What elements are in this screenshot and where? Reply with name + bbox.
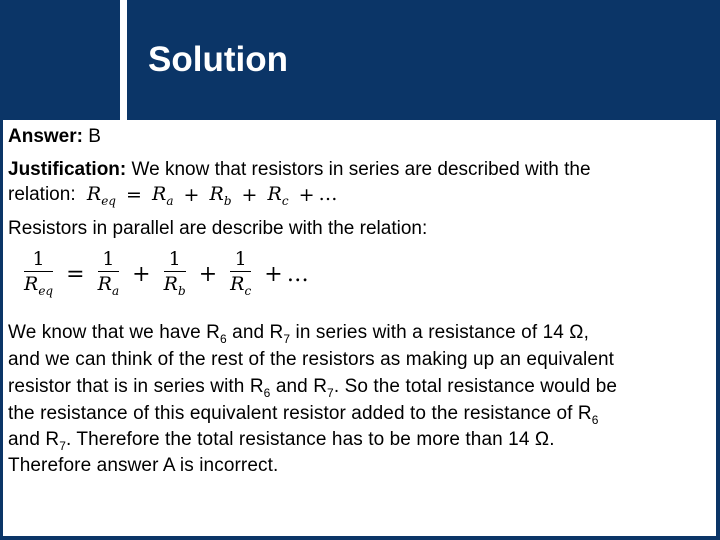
series-term-b: R — [209, 183, 224, 205]
relation-line — [8, 181, 338, 215]
series-equation: $R_{eq} = R_a + R_b + R_c$ + … — [86, 183, 338, 208]
series-lhs-sub: eq — [101, 193, 116, 208]
parallel-term-a: $\frac{1}{R_a}$ — [97, 248, 120, 298]
page-title: Solution — [148, 40, 288, 79]
relation-label: relation: — [8, 184, 76, 205]
justification-line — [8, 156, 591, 183]
series-term-a: R — [152, 183, 167, 205]
series-lhs: R — [86, 183, 102, 205]
answer-label: Answer: — [8, 126, 83, 147]
parallel-term-b-num: 1 — [164, 247, 186, 272]
answer-line — [8, 123, 101, 150]
header-left-band — [0, 0, 120, 120]
series-term-b-sub: b — [223, 193, 232, 208]
answer-value: B — [88, 126, 101, 147]
parallel-equation: $\frac{1}{R_{eq}}$ = $\frac{1}{R_a}$ + $\frac{1}{R_b}$ + $\frac{1}{R_c}$ + … — [21, 247, 313, 303]
paragraph-line-3: resistor that is in series with $R_6$ and $R_7$. So the total resistance would be — [8, 376, 618, 400]
parallel-term-c: $\frac{1}{R_c}$ — [230, 248, 252, 298]
header-divider — [120, 0, 127, 120]
justification-text: We know that resistors in series are described with the — [131, 159, 591, 180]
parallel-term-b-sub: b — [177, 283, 186, 298]
series-tail: … — [318, 183, 338, 205]
parallel-tail: … — [286, 262, 309, 288]
series-term-a-sub: a — [166, 193, 174, 208]
parallel-lhs-sub: eq — [38, 283, 54, 298]
series-term-c: R — [267, 183, 282, 205]
parallel-term-a-num: 1 — [98, 247, 119, 272]
paragraph-line-1: We know that we have $R_6$ and $R_7$ in series with a resistance of 14 Ω, — [8, 322, 589, 346]
parallel-lhs-num: 1 — [24, 247, 53, 272]
paragraph-line-6: Therefore answer A is incorrect. — [8, 455, 279, 476]
parallel-intro: Resistors in parallel are describe with the relation: — [8, 218, 428, 239]
content-panel — [3, 120, 716, 536]
parallel-term-a-sub: a — [111, 283, 120, 298]
parallel-lhs-fraction: $\frac{1}{R_{eq}}$ — [24, 248, 54, 298]
parallel-term-c-sub: c — [244, 283, 252, 298]
parallel-term-c-num: 1 — [230, 247, 251, 272]
justification-label: Justification: — [8, 159, 127, 180]
parallel-term-b: $\frac{1}{R_b}$ — [163, 248, 186, 298]
paragraph-line-2: and we can think of the rest of the resistors as making up an equivalent — [8, 349, 615, 370]
series-term-c-sub: c — [281, 193, 289, 208]
paragraph-line-5: and $R_7$. Therefore the total resistance has to be more than 14 Ω. — [8, 429, 555, 453]
paragraph-line-4: the resistance of this equivalent resistor added to the resistance of $R_6$ — [8, 403, 599, 427]
